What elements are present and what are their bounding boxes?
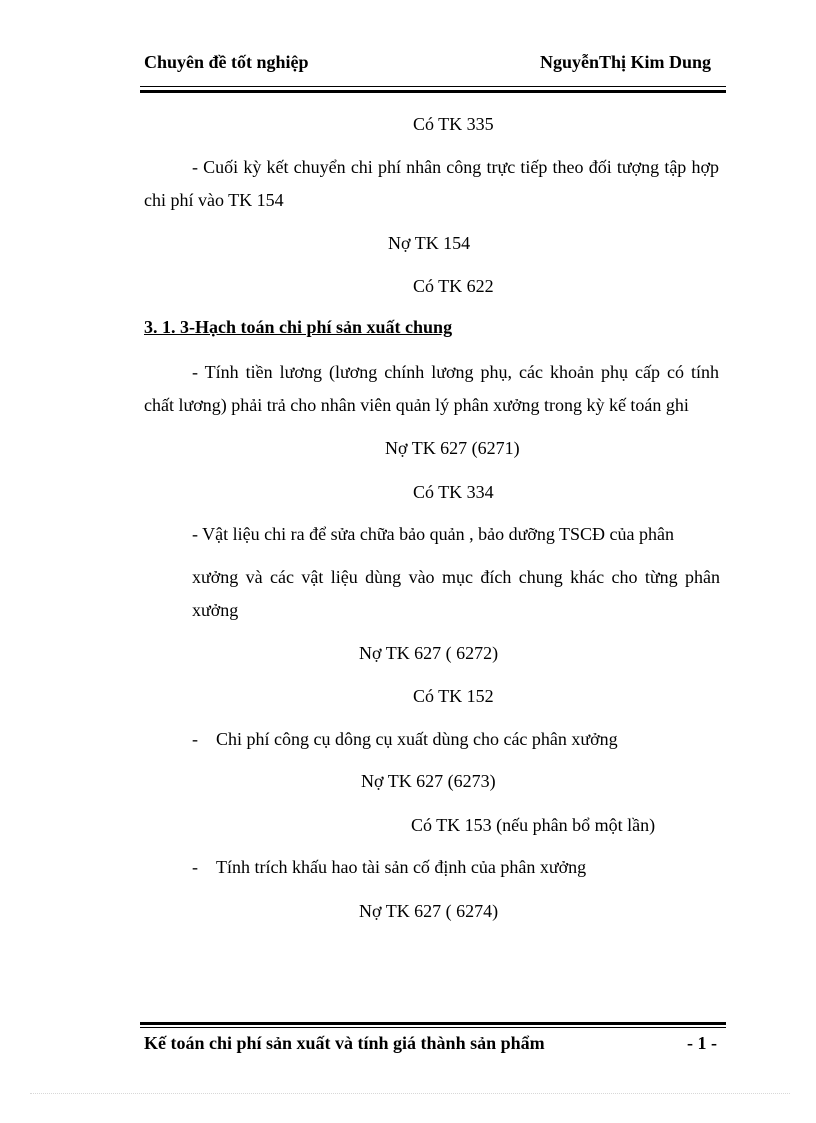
paragraph-vat-lieu-rest: xưởng và các vật liệu dùng vào mục đích chung khác cho từng phân xưởng: [192, 567, 720, 620]
bullet-dash: -: [192, 857, 198, 877]
footer-rule-thick: [140, 1022, 726, 1025]
footer-rule-thin: [140, 1027, 726, 1028]
paragraph-tien-luong: - Tính tiền lương (lương chính lương phụ, các khoản phụ cấp có tính chất lương) phải trả cho nhân viên quản lý phân xưởng trong kỳ kế toán ghi: [144, 362, 719, 415]
line-no-tk-627-6273: Nợ TK 627 (6273): [361, 771, 496, 791]
footer-left: Kế toán chi phí sản xuất và tính giá thành sản phẩm: [144, 1033, 545, 1053]
line-no-tk-627-6272: Nợ TK 627 ( 6272): [359, 643, 499, 663]
line-co-tk-335: Có TK 335: [413, 114, 494, 134]
bullet-cong-cu-text: Chi phí công cụ dông cụ xuất dùng cho các phân xưởng: [216, 729, 618, 749]
line-co-tk-622: Có TK 622: [413, 276, 494, 296]
section-heading: 3. 1. 3-Hạch toán chi phí sản xuất chung: [144, 317, 453, 337]
line-co-tk-152: Có TK 152: [413, 686, 494, 706]
line-no-tk-627-6274: Nợ TK 627 ( 6274): [359, 901, 499, 921]
page-number: - 1 -: [687, 1033, 717, 1053]
bullet-dash: -: [192, 729, 198, 749]
paragraph-vat-lieu-line1: - Vật liệu chi ra để sửa chữa bảo quản , bảo dưỡng TSCĐ của phân: [192, 524, 674, 544]
header-rule-thick: [140, 90, 726, 93]
header-left: Chuyên đề tốt nghiệp: [144, 52, 309, 72]
bullet-khau-hao-text: Tính trích khấu hao tài sản cố định của phân xưởng: [216, 857, 587, 877]
line-no-tk-627-6271: Nợ TK 627 (6271): [385, 438, 520, 458]
header-rule-thin: [140, 86, 726, 87]
page-bottom-divider: [30, 1093, 790, 1094]
line-co-tk-334: Có TK 334: [413, 482, 494, 502]
line-co-tk-153: Có TK 153 (nếu phân bổ một lần): [411, 815, 656, 835]
line-no-tk-154: Nợ TK 154: [388, 233, 471, 253]
paragraph-ket-chuyen: - Cuối kỳ kết chuyển chi phí nhân công trực tiếp theo đối tượng tập hợp chi phí vào TK 154: [144, 157, 719, 210]
header-right: NguyễnThị Kim Dung: [540, 52, 712, 72]
